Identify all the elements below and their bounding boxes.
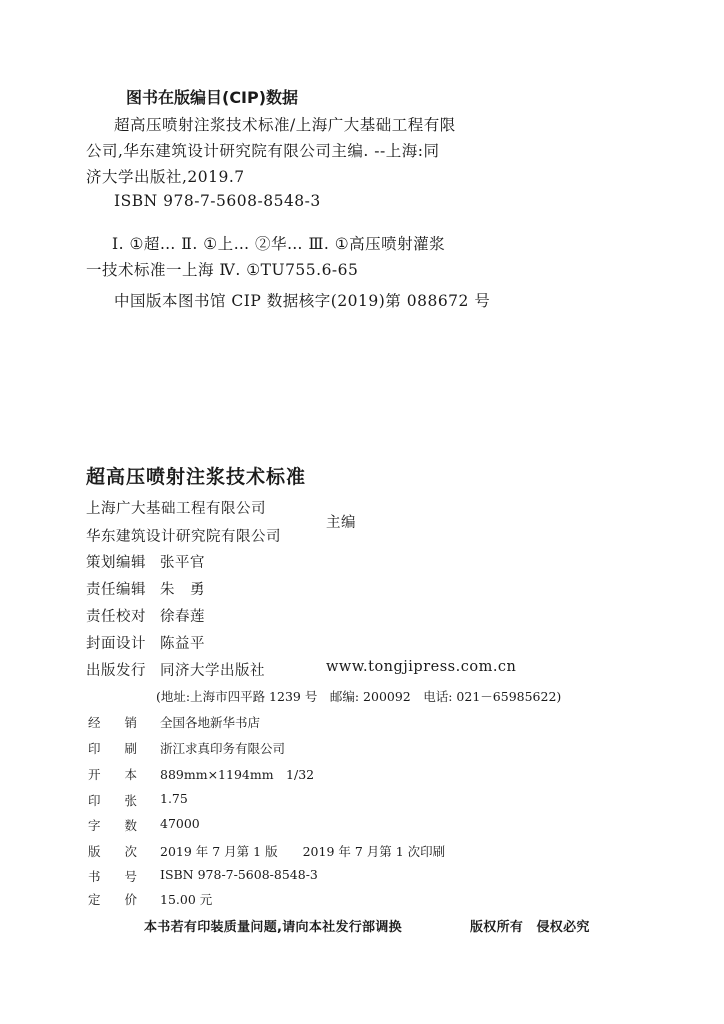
- publisher-url: www.tongjipress.com.cn: [326, 659, 517, 675]
- publisher-name: 同济大学出版社: [160, 663, 265, 679]
- spec-label: 经销: [88, 715, 162, 730]
- spec-value: 1.75: [160, 791, 188, 806]
- spec-value: 47000: [160, 816, 200, 831]
- spec-label: 版次: [88, 844, 162, 859]
- spec-label: 开本: [88, 767, 162, 782]
- spec-value: 全国各地新华书店: [160, 715, 261, 730]
- cip-isbn: ISBN 978-7-5608-8548-3: [114, 192, 321, 210]
- spec-value: 2019 年 7 月第 1 版 2019 年 7 月第 1 次印刷: [160, 844, 446, 859]
- footer-rights: 版权所有 侵权必究: [470, 920, 590, 935]
- credit-label: 责任校对: [86, 609, 146, 625]
- footer-notice: 本书若有印装质量问题,请向本社发行部调换: [144, 920, 402, 935]
- cip-heading: 图书在版编目(CIP)数据: [126, 88, 299, 107]
- cip-line: 公司,华东建筑设计研究院有限公司主编. --上海:同: [86, 142, 440, 160]
- spec-value: ISBN 978-7-5608-8548-3: [160, 867, 318, 882]
- credit-value: 陈益平: [160, 636, 205, 652]
- cip-record-number: 中国版本图书馆 CIP 数据核字(2019)第 088672 号: [114, 292, 491, 310]
- book-title: 超高压喷射注浆技术标准: [86, 466, 307, 488]
- editor-name: 上海广大基础工程有限公司: [86, 501, 266, 517]
- spec-label: 印刷: [88, 741, 162, 756]
- credit-value: 徐春莲: [160, 609, 205, 625]
- cip-line: 济大学出版社,2019.7: [86, 168, 245, 186]
- cip-classification-cont: 一技术标准一上海 Ⅳ. ①TU755.6-65: [86, 261, 359, 279]
- credit-label: 封面设计: [86, 636, 146, 652]
- editor-role: 主编: [326, 515, 356, 531]
- spec-value: 浙江求真印务有限公司: [160, 741, 286, 756]
- editor-name: 华东建筑设计研究院有限公司: [86, 529, 281, 545]
- spec-value: 889mm×1194mm 1/32: [160, 767, 315, 782]
- credit-label: 责任编辑: [86, 582, 146, 598]
- spec-label: 书号: [88, 869, 162, 884]
- publisher-address: (地址:上海市四平路 1239 号 邮编: 200092 电话: 021－65985622): [156, 689, 562, 704]
- credit-label: 策划编辑: [86, 555, 146, 571]
- cip-line: 超高压喷射注浆技术标准/上海广大基础工程有限: [114, 116, 456, 134]
- cip-classification: Ⅰ. ①超… Ⅱ. ①上… ②华… Ⅲ. ①高压喷射灌浆: [112, 235, 446, 253]
- spec-label: 字数: [88, 818, 162, 833]
- spec-value: 15.00 元: [160, 892, 213, 907]
- publisher-label: 出版发行: [86, 663, 146, 679]
- spec-label: 印张: [88, 793, 162, 808]
- spec-label: 定价: [88, 892, 162, 907]
- credit-value: 朱 勇: [160, 582, 205, 598]
- credit-value: 张平官: [160, 555, 205, 571]
